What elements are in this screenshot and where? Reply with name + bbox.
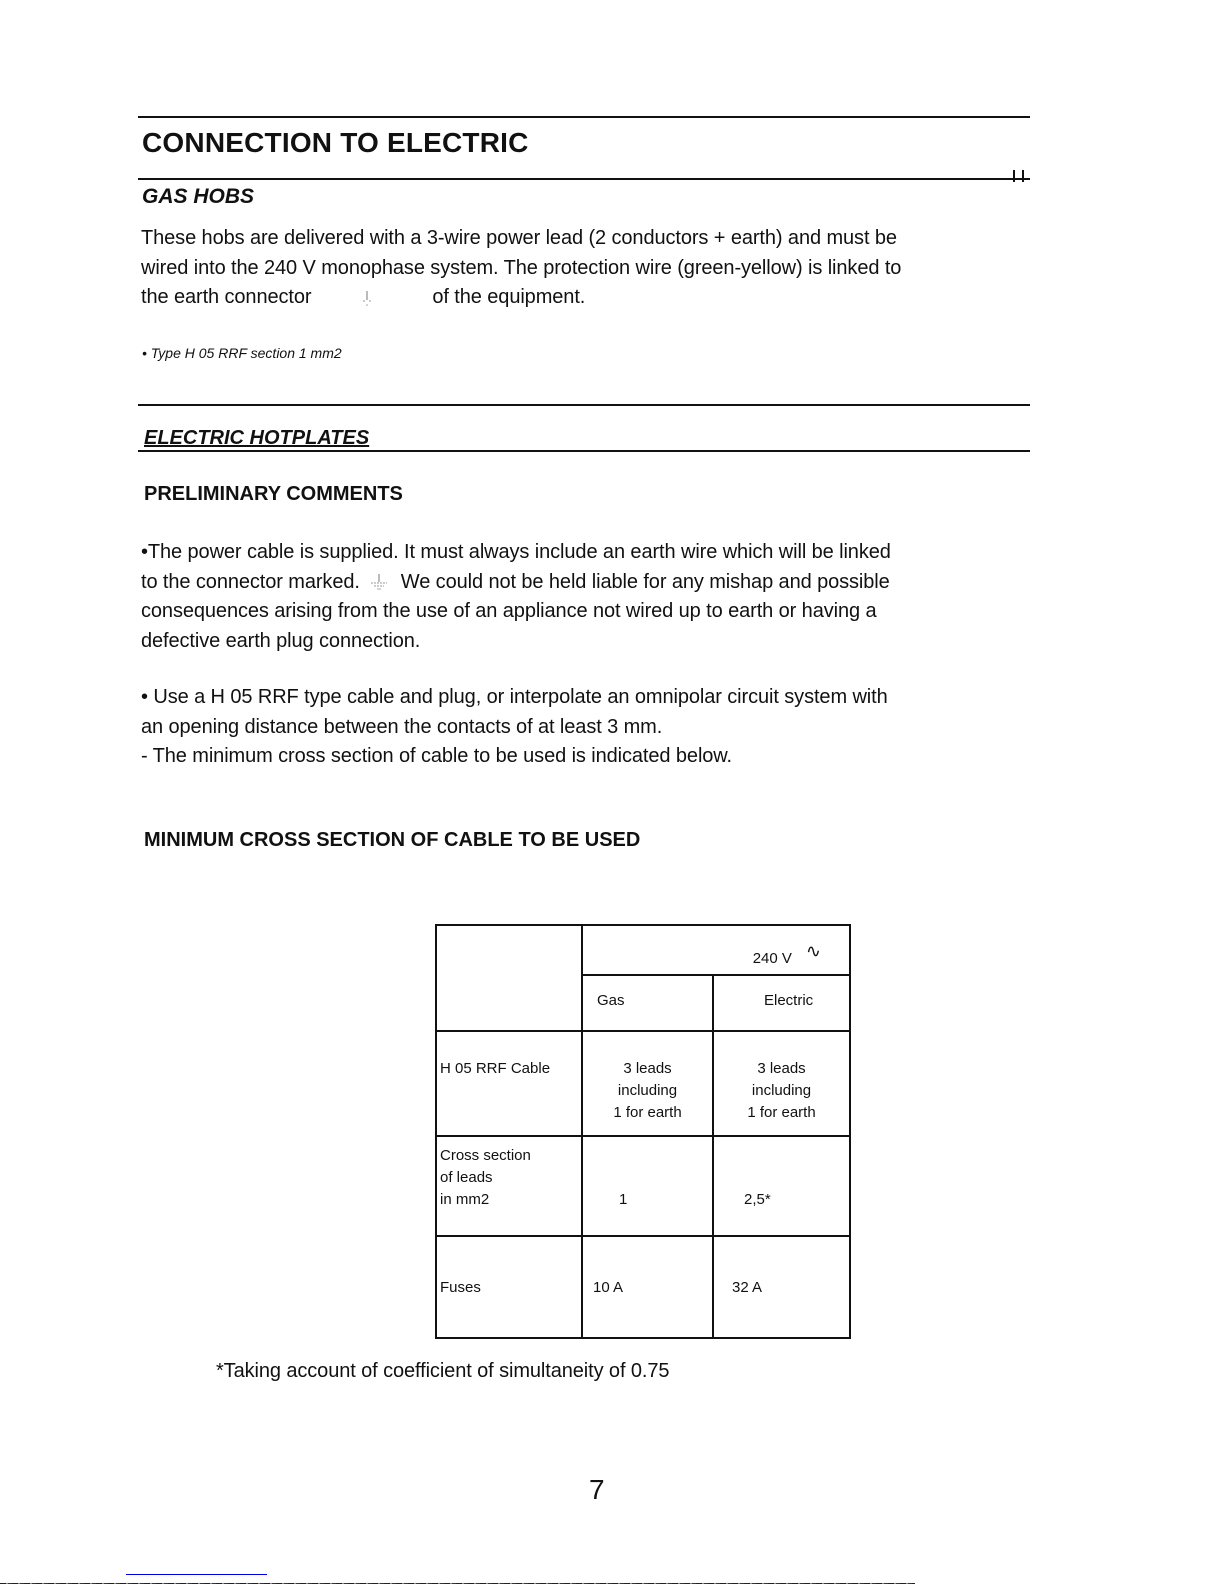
row-label-cell [436, 1136, 582, 1236]
row-label-line: of leads [440, 1169, 493, 1186]
paragraph-line-text: to the connector marked. [141, 570, 360, 593]
heading-underline-rule [138, 450, 1030, 452]
column-header-gas [582, 975, 713, 1031]
electric-value-cell [713, 1031, 850, 1136]
row-label-cell [436, 1031, 582, 1136]
gas-hobs-line-text: the earth connector [141, 286, 312, 308]
table-row [436, 1136, 850, 1236]
electric-value-line: 3 leads [757, 1060, 806, 1077]
paragraph-line: consequences arising from the use of an appliance not wired up to earth or having a [141, 600, 877, 622]
gas-value-cell [582, 1136, 713, 1236]
gas-hobs-heading: GAS HOBS [142, 185, 255, 208]
gas-hobs-paragraph [141, 224, 1061, 313]
cable-type-note: • Type H 05 RRF section 1 mm2 [142, 345, 342, 361]
cable-spec-table [435, 924, 851, 1339]
row-label: H 05 RRF Cable [440, 1060, 551, 1077]
paragraph-line: - The minimum cross section of cable to be used is indicated below. [141, 745, 733, 767]
electric-value-line: including [751, 1082, 812, 1099]
table-footnote: *Taking account of coefficient of simultaneity of 0.75 [216, 1360, 670, 1382]
page-number: 7 [589, 1474, 605, 1505]
gas-value-cell [582, 1236, 713, 1338]
footer-link-underline[interactable] [126, 1574, 267, 1575]
top-rule [138, 116, 1030, 118]
table-header-row [436, 925, 850, 975]
ac-current-icon: ∿ [805, 941, 821, 961]
section-rule [138, 404, 1030, 406]
electric-value: 2,5* [744, 1191, 771, 1208]
paragraph-line: defective earth plug connection. [141, 629, 421, 652]
gas-value-line: 1 for earth [613, 1104, 682, 1121]
paragraph-line: an opening distance between the contacts of at least 3 mm. [141, 715, 663, 738]
column-header-label: Gas [597, 992, 625, 1009]
footer-scan-line [0, 1583, 915, 1584]
row-label-cell [436, 1236, 582, 1338]
gas-hobs-line: wired into the 240 V monophase system. The protection wire (green-yellow) is linked to [141, 256, 902, 279]
preliminary-comments-heading: PRELIMINARY COMMENTS [144, 483, 403, 505]
paragraph-line: • Use a H 05 RRF type cable and plug, or interpolate an omnipolar circuit system with [141, 686, 888, 708]
table-corner-cell [436, 925, 582, 1031]
table-row [436, 1031, 850, 1136]
page-title: CONNECTION TO ELECTRIC [142, 127, 529, 158]
column-header-label: Electric [764, 992, 814, 1009]
earth-ground-icon [369, 573, 389, 591]
electric-hotplates-heading: ELECTRIC HOTPLATES [144, 427, 370, 449]
voltage-header-cell [582, 925, 850, 975]
voltage-label: 240 V [752, 950, 792, 967]
paragraph-line-text: We could not be held liable for any mishap and possible [400, 570, 890, 593]
electric-value: 32 A [732, 1279, 763, 1296]
min-cross-section-heading: MINIMUM CROSS SECTION OF CABLE TO BE USED [144, 829, 641, 851]
column-header-electric [713, 975, 850, 1031]
gas-value: 10 A [593, 1279, 624, 1296]
paragraph-line: •The power cable is supplied. It must always include an earth wire which will be linked [141, 541, 891, 563]
row-label-line: in mm2 [440, 1191, 490, 1208]
preliminary-paragraph-1 [141, 538, 1061, 656]
rule-tick-marks [1011, 168, 1031, 184]
electric-value-line: 1 for earth [747, 1104, 816, 1121]
gas-value: 1 [619, 1191, 628, 1208]
gas-hobs-line [141, 283, 1061, 313]
gas-value-line: including [617, 1082, 678, 1099]
electric-value-cell [713, 1136, 850, 1236]
title-rule [138, 178, 1030, 180]
paragraph-line [141, 568, 1061, 598]
gas-hobs-line: These hobs are delivered with a 3-wire power lead (2 conductors + earth) and must be [141, 227, 897, 249]
gas-hobs-line-text: of the equipment. [432, 286, 586, 308]
table-row [436, 1236, 850, 1338]
gas-value-cell [582, 1031, 713, 1136]
earth-ground-icon [357, 289, 377, 307]
row-label: Fuses [440, 1279, 481, 1296]
preliminary-paragraph-2 [141, 683, 1061, 772]
gas-value-line: 3 leads [623, 1060, 672, 1077]
row-label-line: Cross section [440, 1147, 531, 1164]
electric-value-cell [713, 1236, 850, 1338]
